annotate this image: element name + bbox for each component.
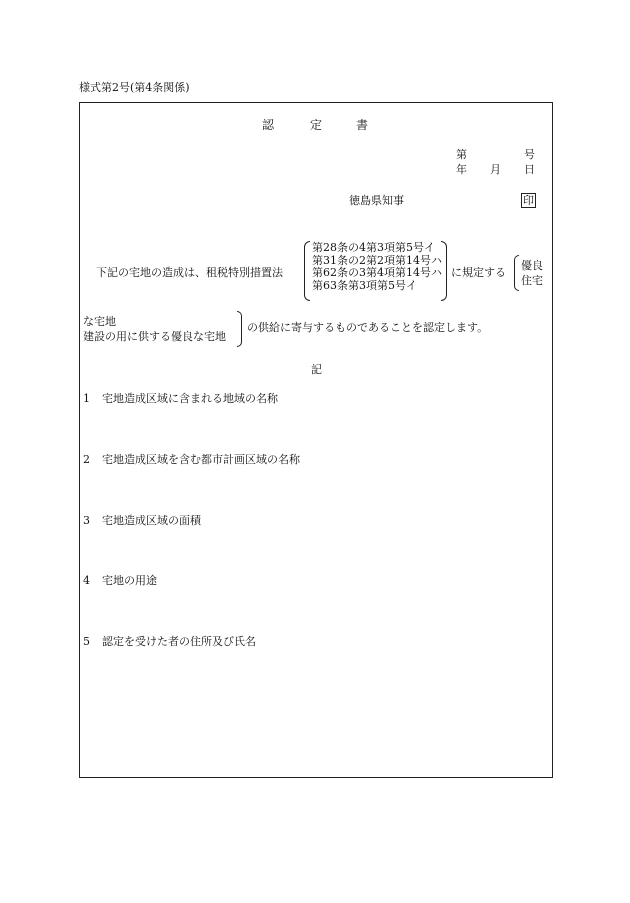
body-middle: に規定する [451,266,506,279]
purpose-open-bracket [514,255,519,291]
articles-open-bracket [304,241,310,301]
ki-heading: 記 [311,363,322,376]
item-label: 宅地造成区域を含む都市計画区域の名称 [102,453,300,466]
title-char-2: 定 [310,118,323,132]
item-number: 5 [83,635,90,648]
item-label: 宅地の用途 [102,574,157,587]
purpose-fragment: 優良 [521,259,543,272]
purpose-fragment: 住宅 [521,274,543,287]
item-number: 1 [83,392,90,405]
article-option: 第28条の4第3項第5号イ [312,241,435,254]
item-number: 4 [83,574,90,587]
article-option: 第62条の3第4項第14号ハ [312,266,442,279]
certificate-frame [79,102,553,778]
purpose-close-bracket [237,311,242,347]
date-year: 年 [456,163,467,176]
purpose-fragment: 建設の用に供する優良な宅地 [83,330,226,343]
issuer-name: 徳島県知事 [349,194,404,207]
purpose-options-right [521,258,543,288]
title-char-3: 書 [356,118,369,132]
purpose-options-left [83,314,226,344]
body-tail: の供給に寄与するものであることを認定します。 [247,321,489,334]
articles-close-bracket [441,241,447,301]
form-label: 様式第2号(第4条関係) [79,81,190,94]
body-lead: 下記の宅地の造成は、租税特別措置法 [96,266,283,279]
number-prefix: 第 [456,148,467,161]
item-label: 認定を受けた者の住所及び氏名 [102,635,256,648]
article-option: 第31条の2第2項第14号ハ [312,253,442,267]
article-option: 第63条第3項第5号イ [312,278,417,292]
item-label: 宅地造成区域に含まれる地域の名称 [102,392,278,405]
number-suffix: 号 [524,148,535,161]
item-number: 3 [83,514,90,527]
articles-list [312,242,442,292]
seal-mark: 印 [523,194,534,207]
item-label: 宅地造成区域の面積 [102,514,201,527]
title-char-1: 認 [262,118,275,132]
date-month: 月 [490,163,501,176]
purpose-fragment: な宅地 [83,315,116,328]
date-day: 日 [524,163,535,176]
item-number: 2 [83,453,90,466]
